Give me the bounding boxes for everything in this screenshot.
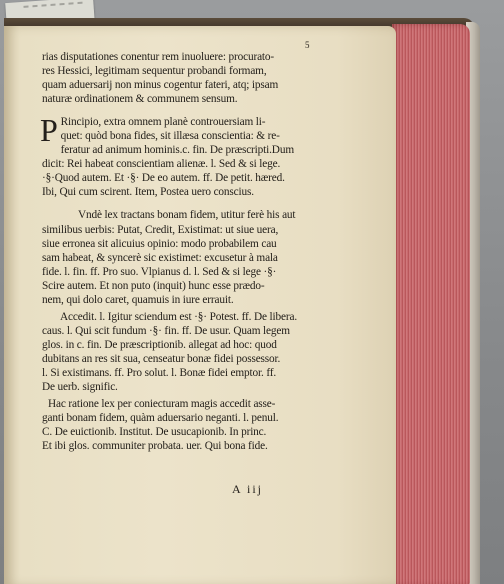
- signature-mark: A iij: [232, 482, 264, 496]
- text-line: quam aduersarij non minus cogentur fateri, atq; ipsam: [42, 79, 279, 92]
- text-line: Hac ratione lex per coniecturam magis accedit asse-: [48, 398, 276, 411]
- text-line: quet: quòd bona fides, sit illæsa conscientia: & re-: [60, 130, 280, 143]
- text-line: sam habeat, & syncerè sic existimet: excusetur à mala: [42, 251, 278, 264]
- text-line: C. De euictionib. Institut. De usucapionib. In princ.: [42, 426, 267, 439]
- page-edges: [392, 24, 470, 584]
- text-line: Et ibi glos. communiter probata. uer. Qui bona fide.: [42, 440, 268, 453]
- text-line: rias disputationes conentur rem inuoluere: procurato-: [42, 51, 275, 63]
- paragraph-4: [42, 310, 340, 394]
- text-line: Scire autem. Et non puto (inquit) hunc esse prædo-: [42, 279, 265, 292]
- paragraph-5: [42, 397, 340, 453]
- text-line: dicit: Rei habeat conscientiam alienæ. l. Sed & si lege.: [42, 158, 281, 171]
- text-line: Rincipio, extra omnem planè controuersiam li-: [60, 116, 266, 129]
- text-line: fide. l. fin. ff. Pro suo. Vlpianus d. l. Sed & si lege ·§·: [42, 265, 277, 278]
- text-line: siue erronea sit alicuius opinio: modo probabilem cau: [42, 237, 277, 250]
- text-line: glos. in c. fin. De præscriptionib. allegat ad hoc: quod: [42, 338, 277, 351]
- text-line: De uerb. signific.: [42, 381, 118, 394]
- text-block: [42, 50, 340, 453]
- text-line: naturæ ordinationem & communem sensum.: [42, 93, 238, 106]
- text-line: dubitans an res sit sua, censeatur bonæ fidei possessor.: [42, 352, 281, 365]
- text-line: l. Si existimans. ff. Pro solut. l. Bonæ fidei emptor. ff.: [42, 366, 277, 379]
- text-line: res Hessici, legitimam sequentur probandi formam,: [42, 65, 267, 78]
- page-mark: 5: [305, 40, 310, 50]
- paragraph-1: [42, 50, 340, 106]
- text-line: Ibi, Qui cum scirent. Item, Postea uero conscius.: [42, 186, 254, 199]
- text-line: feratur ad animum hominis.c. fin. De præscripti.Dum: [60, 144, 294, 157]
- text-line: nem, qui dolo caret, quamuis in iure errauit.: [42, 293, 234, 306]
- text-line: ganti bonam fidem, quàm aduersario neganti. l. penul.: [42, 412, 279, 425]
- text-line: ·§·Quod autem. Et ·§· De eo autem. ff. De petit. hæred.: [42, 172, 285, 185]
- paragraph-3: [42, 208, 340, 306]
- text-line: caus. l. Qui scit fundum ·§· fin. ff. De usur. Quam legem: [42, 324, 290, 337]
- paragraph-2: [40, 112, 340, 199]
- text-line: similibus uerbis: Putat, Credit, Existimat: ut siue uera,: [42, 223, 279, 236]
- text-line: Vndè lex tractans bonam fidem, utitur ferè his aut: [78, 209, 296, 222]
- drop-cap: P: [40, 112, 58, 149]
- text-line: Accedit. l. Igitur sciendum est ·§· Potest. ff. De libera.: [60, 310, 298, 323]
